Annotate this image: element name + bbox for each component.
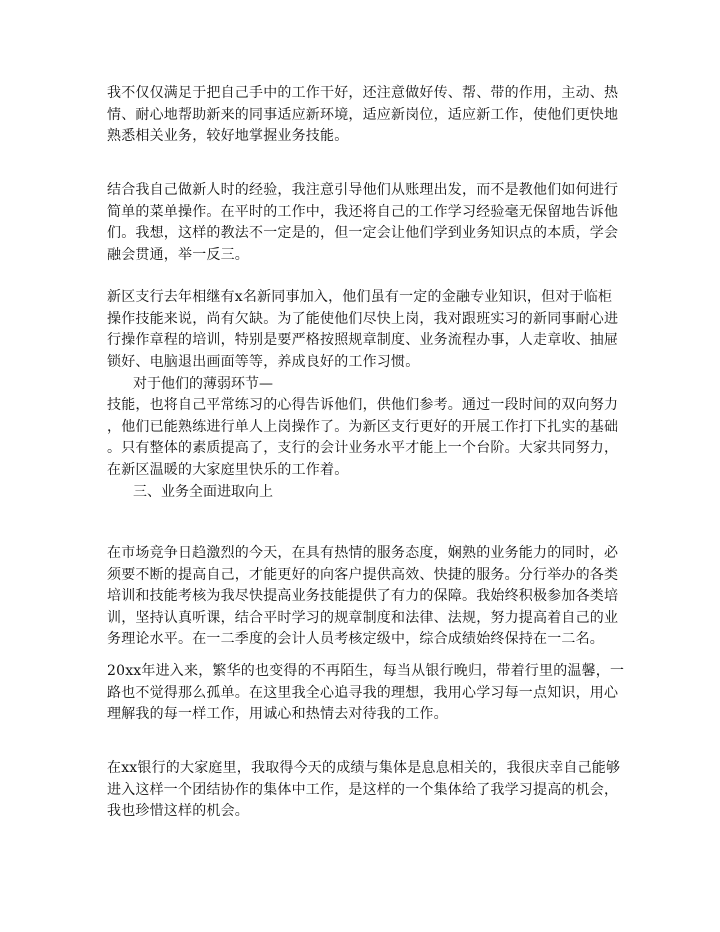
paragraph-mentoring — [107, 83, 617, 148]
text-line: 进入这样一个团结协作的集体中工作，是这样的一个集体给了我学习提高的机会， — [107, 781, 619, 798]
text-line: 锁好、电脑退出画面等等，养成良好的工作习惯。 — [107, 353, 420, 370]
paragraph-teaching-method — [107, 180, 617, 266]
weak-points-heading: 对于他们的薄弱环节— — [133, 376, 273, 392]
text-line: 理解我的每一样工作，用诚心和热情去对待我的工作。 — [107, 706, 448, 722]
section-heading: 三、业务全面进取向上 — [133, 484, 273, 500]
text-line: 在市场竞争日趋激烈的今天，在具有热情的服务态度，娴熟的业务能力的同时，必 — [107, 545, 619, 561]
text-line: 训，坚持认真听课，结合平时学习的规章制度和法律、法规，努力提高着自己的业 — [107, 609, 619, 626]
text-line: 我也珍惜这样的机会。 — [107, 803, 249, 819]
text-line: 我不仅仅满足于把自己手中的工作干好，还注意做好传、帮、带的作用，主动、热 — [107, 85, 619, 101]
text-line: 路也不觉得那么孤单。在这里我全心追寻我的理想，我用心学习每一点知识，用心 — [107, 684, 619, 701]
paragraph-collective — [107, 758, 621, 823]
paragraph-new-colleagues — [107, 287, 617, 373]
paragraph-year-review — [107, 661, 625, 726]
text-line: 。只有整体的素质提高了，支行的会计业务水平才能上一个台阶。大家共同努力， — [107, 440, 619, 456]
text-line: 务理论水平。在一二季度的会计人员考核定级中，综合成绩始终保持在一二名。 — [107, 631, 604, 647]
text-line: 简单的菜单操作。在平时的工作中，我还将自己的工作学习经验毫无保留地告诉他 — [107, 203, 619, 220]
text-line: 操作技能来说，尚有欠缺。为了能使他们尽快上岗，我对跟班实习的新同事耐心进 — [107, 310, 619, 327]
text-line: 须要不断的提高自己，才能更好的向客户提供高效、快捷的服务。分行举办的各类 — [107, 566, 619, 583]
text-line: 们。我想，这样的教法不一定是的，但一定会让他们学到业务知识点的本质，学会 — [107, 225, 619, 241]
text-line: 行操作章程的培训，特别是要严格按照规章制度、业务流程办事，人走章收、抽屉 — [107, 332, 619, 348]
text-line: 结合我自己做新人时的经验，我注意引导他们从账理出发，而不是教他们如何进行 — [107, 182, 619, 198]
text-line: 情、耐心地帮助新来的同事适应新环境，适应新岗位，适应新工作，使他们更快地 — [107, 106, 619, 123]
text-line: 熟悉相关业务，较好地掌握业务技能。 — [107, 128, 349, 144]
text-line: 20xx年进入来，繁华的也变得的不再陌生，每当从银行晚归，带着行里的温馨，一 — [107, 663, 625, 679]
text-line: 新区支行去年相继有x名新同事加入，他们虽有一定的金融专业知识，但对于临柜 — [107, 289, 613, 305]
paragraph-skills — [107, 395, 617, 481]
text-line: 技能，也将自己平常练习的心得告诉他们，供他们参考。通过一段时间的双向努力 — [107, 397, 619, 413]
text-line: 培训和技能考核为我尽快提高业务技能提供了有力的保障。我始终积极参加各类培 — [107, 588, 619, 604]
text-line: 在xx银行的大家庭里，我取得今天的成绩与集体是息息相关的，我很庆幸自己能够 — [107, 760, 621, 776]
paragraph-competition — [107, 543, 617, 651]
text-line: 在新区温暖的大家庭里快乐的工作着。 — [107, 461, 349, 478]
text-line: ，他们已能熟练进行单人上岗操作了。为新区支行更好的开展工作打下扎实的基础 — [107, 418, 619, 435]
text-line: 融会贯通，举一反三。 — [107, 246, 249, 263]
